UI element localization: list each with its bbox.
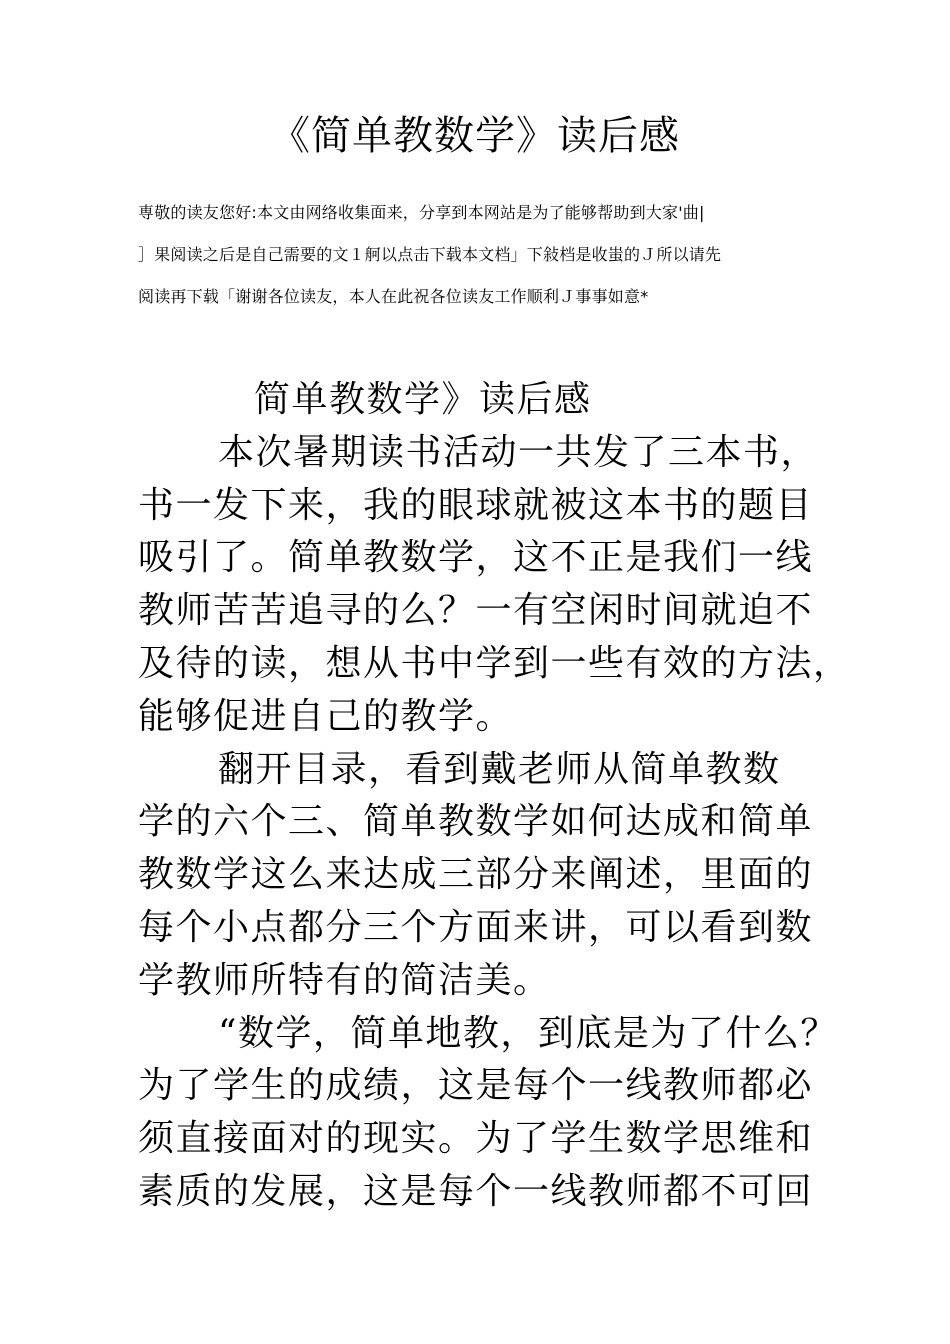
paragraph-line: 教师苦苦追寻的么？一有空闲时间就迫不 <box>138 590 814 632</box>
paragraph-line: 本次暑期读书活动一共发了三本书， <box>218 431 819 473</box>
notice-line: 阅读再下载「谢谢各位读友，本人在此祝各位读友工作顺利Ｊ事事如意* <box>138 287 649 306</box>
paragraph-line: 能够促进自己的教学。 <box>138 695 514 737</box>
paragraph-line: “数学，简单地教，到底是为了什么？ <box>218 1012 838 1054</box>
essay-subtitle: 简单教数学》读后感 <box>254 379 592 420</box>
paragraph-line: 吸引了。简单教数学，这不正是我们一线 <box>138 537 814 579</box>
paragraph-line: 及待的读，想从书中学到一些有效的方法， <box>138 642 851 684</box>
paragraph-line: 须直接面对的现实。为了学生数学思维和 <box>138 1118 814 1160</box>
notice-line: 専敬的读友您好:本文由网络收集面来，分享到本网站是为了能够帮助到大家'曲| <box>138 203 705 222</box>
paragraph-line: 学教师所特有的简洁美。 <box>138 959 551 1001</box>
paragraph-line: 为了学生的成绩，这是每个一线教师都必 <box>138 1065 814 1107</box>
document-title: 《简单教数学》读后感 <box>270 113 680 159</box>
notice-line: ］果阅读之后是自己需要的文１舸以点击下载本文档」下敍档是收蚩的Ｊ所以请先 <box>138 245 722 264</box>
paragraph-line: 教数学这么来达成三部分来阐述，里面的 <box>138 854 814 896</box>
paragraph-line: 素质的发展，这是每个一线教师都不可回 <box>138 1170 814 1212</box>
paragraph-line: 书一发下来，我的眼球就被这本书的题目 <box>138 484 814 526</box>
download-notice <box>138 203 838 329</box>
paragraph-line: 学的六个三、简单教数学如何达成和简单 <box>138 801 814 843</box>
paragraph-line: 每个小点都分三个方面来讲，可以看到数 <box>138 906 814 948</box>
essay-body <box>138 374 858 1219</box>
paragraph-line: 翻开目录，看到戴老师从简单教数 <box>218 748 781 790</box>
